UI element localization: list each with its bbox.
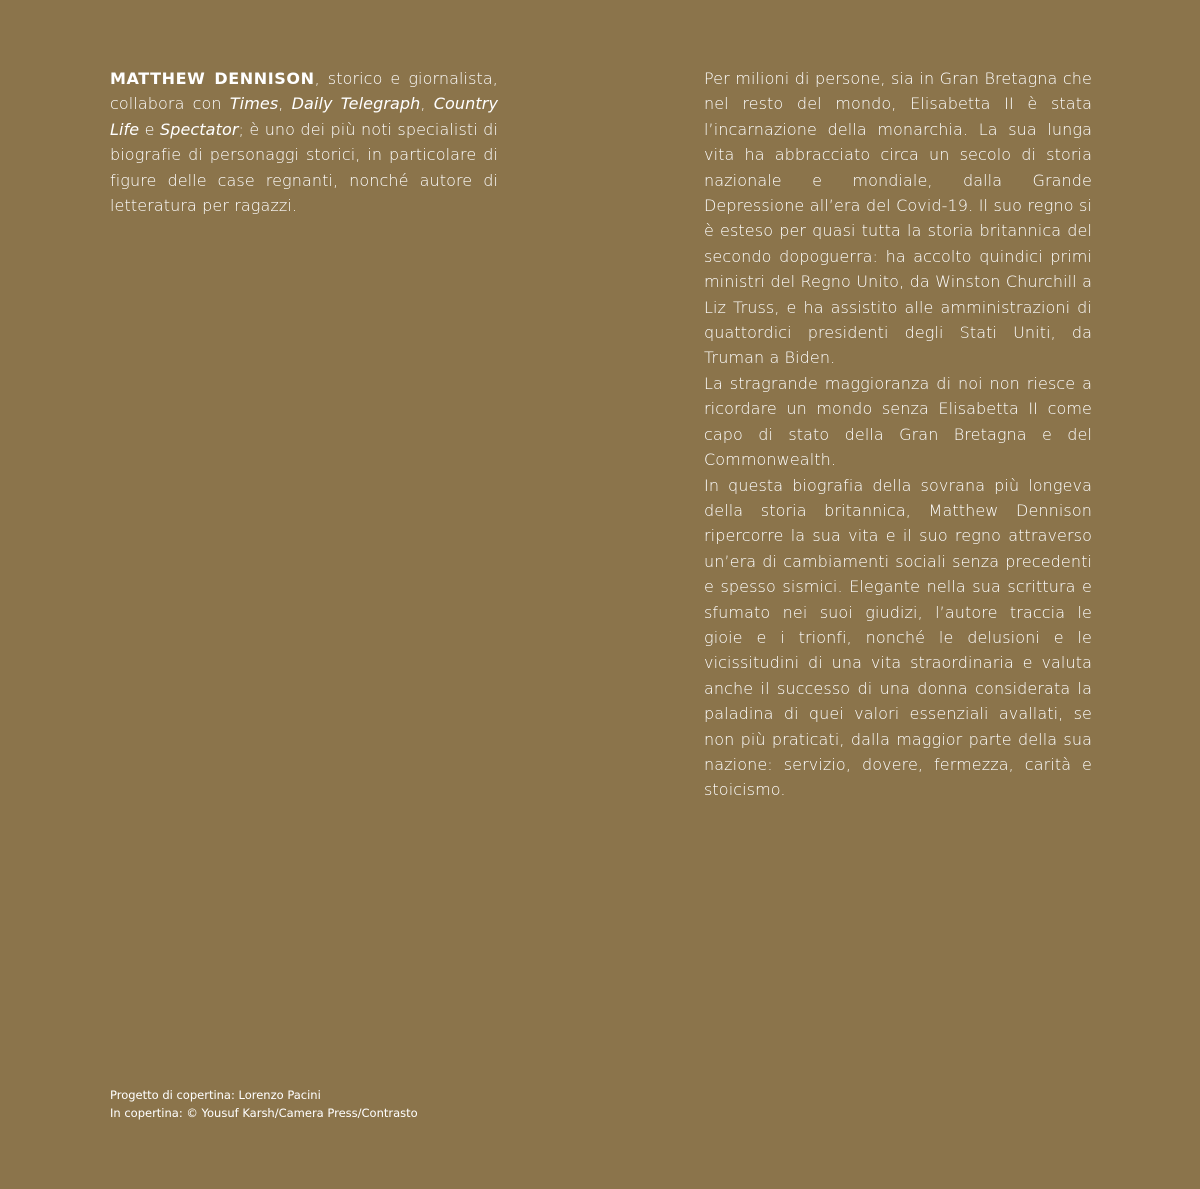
author-bio — [110, 66, 498, 218]
cover-photo-credit: In copertina: © Yousuf Karsh/Camera Press/Contrasto — [110, 1106, 418, 1120]
synopsis-paragraph: La stragrande maggioranza di noi non riesce a ricordare un mondo senza Elisabetta II come capo di stato della Gran Bretagna e del Commonwealth. — [704, 373, 1092, 470]
author-name: MATTHEW DENNISON — [110, 69, 315, 88]
synopsis-paragraph: In questa biografia della sovrana più longeva della storia britannica, Matthew Dennison ripercorre la sua vita e il suo regno attraverso un’era di cambiamenti sociali senza precedenti e spesso sismici. Elegante nella sua scrittura e sfumato nei suoi giudizi, l’autore traccia le gioie e i trionfi, nonché le delusioni e le vicissitudini di una vita straordinaria e valuta anche il successo di una donna considerata la paladina di quei valori essenziali avallati, se non più praticati, dalla maggior parte della sua nazione: servizio, dovere, fermezza, carità e stoicismo. — [704, 475, 1092, 800]
separator: , — [278, 94, 292, 114]
separator: , — [420, 94, 434, 114]
cover-credits — [110, 1086, 418, 1122]
synopsis — [704, 66, 1092, 803]
publication-daily-telegraph: Daily Telegraph — [291, 94, 421, 114]
author-bio-text: , storico e giornalista, collabora con — [110, 69, 498, 114]
publication-spectator: Spectator — [159, 119, 239, 139]
author-bio-text: ; è uno dei più noti specialisti di biografie di personaggi storici, in particolare di figure delle case regnanti, nonché autore di letteratura per ragazzi. — [110, 119, 498, 216]
synopsis-paragraph: Per milioni di persone, sia in Gran Bretagna che nel resto del mondo, Elisabetta II è stata l’incarnazione della monarchia. La sua lunga vita ha abbracciato circa un secolo di storia nazionale e mondiale, dalla Grande Depressione all’era del Covid-19. Il suo regno si è esteso per quasi tutta la storia britannica del secondo dopoguerra: ha accolto quindici primi ministri del Regno Unito, da Winston Churchill a Liz Truss, e ha assistito alle amministrazioni di quattordici presidenti degli Stati Uniti, da Truman a Biden. — [704, 69, 1092, 368]
publication-country-life: Country Life — [110, 94, 499, 139]
cover-design-credit: Progetto di copertina: Lorenzo Pacini — [110, 1088, 321, 1102]
separator: e — [139, 119, 160, 139]
author-bio-paragraph — [110, 66, 498, 218]
publication-times: Times — [229, 94, 279, 114]
